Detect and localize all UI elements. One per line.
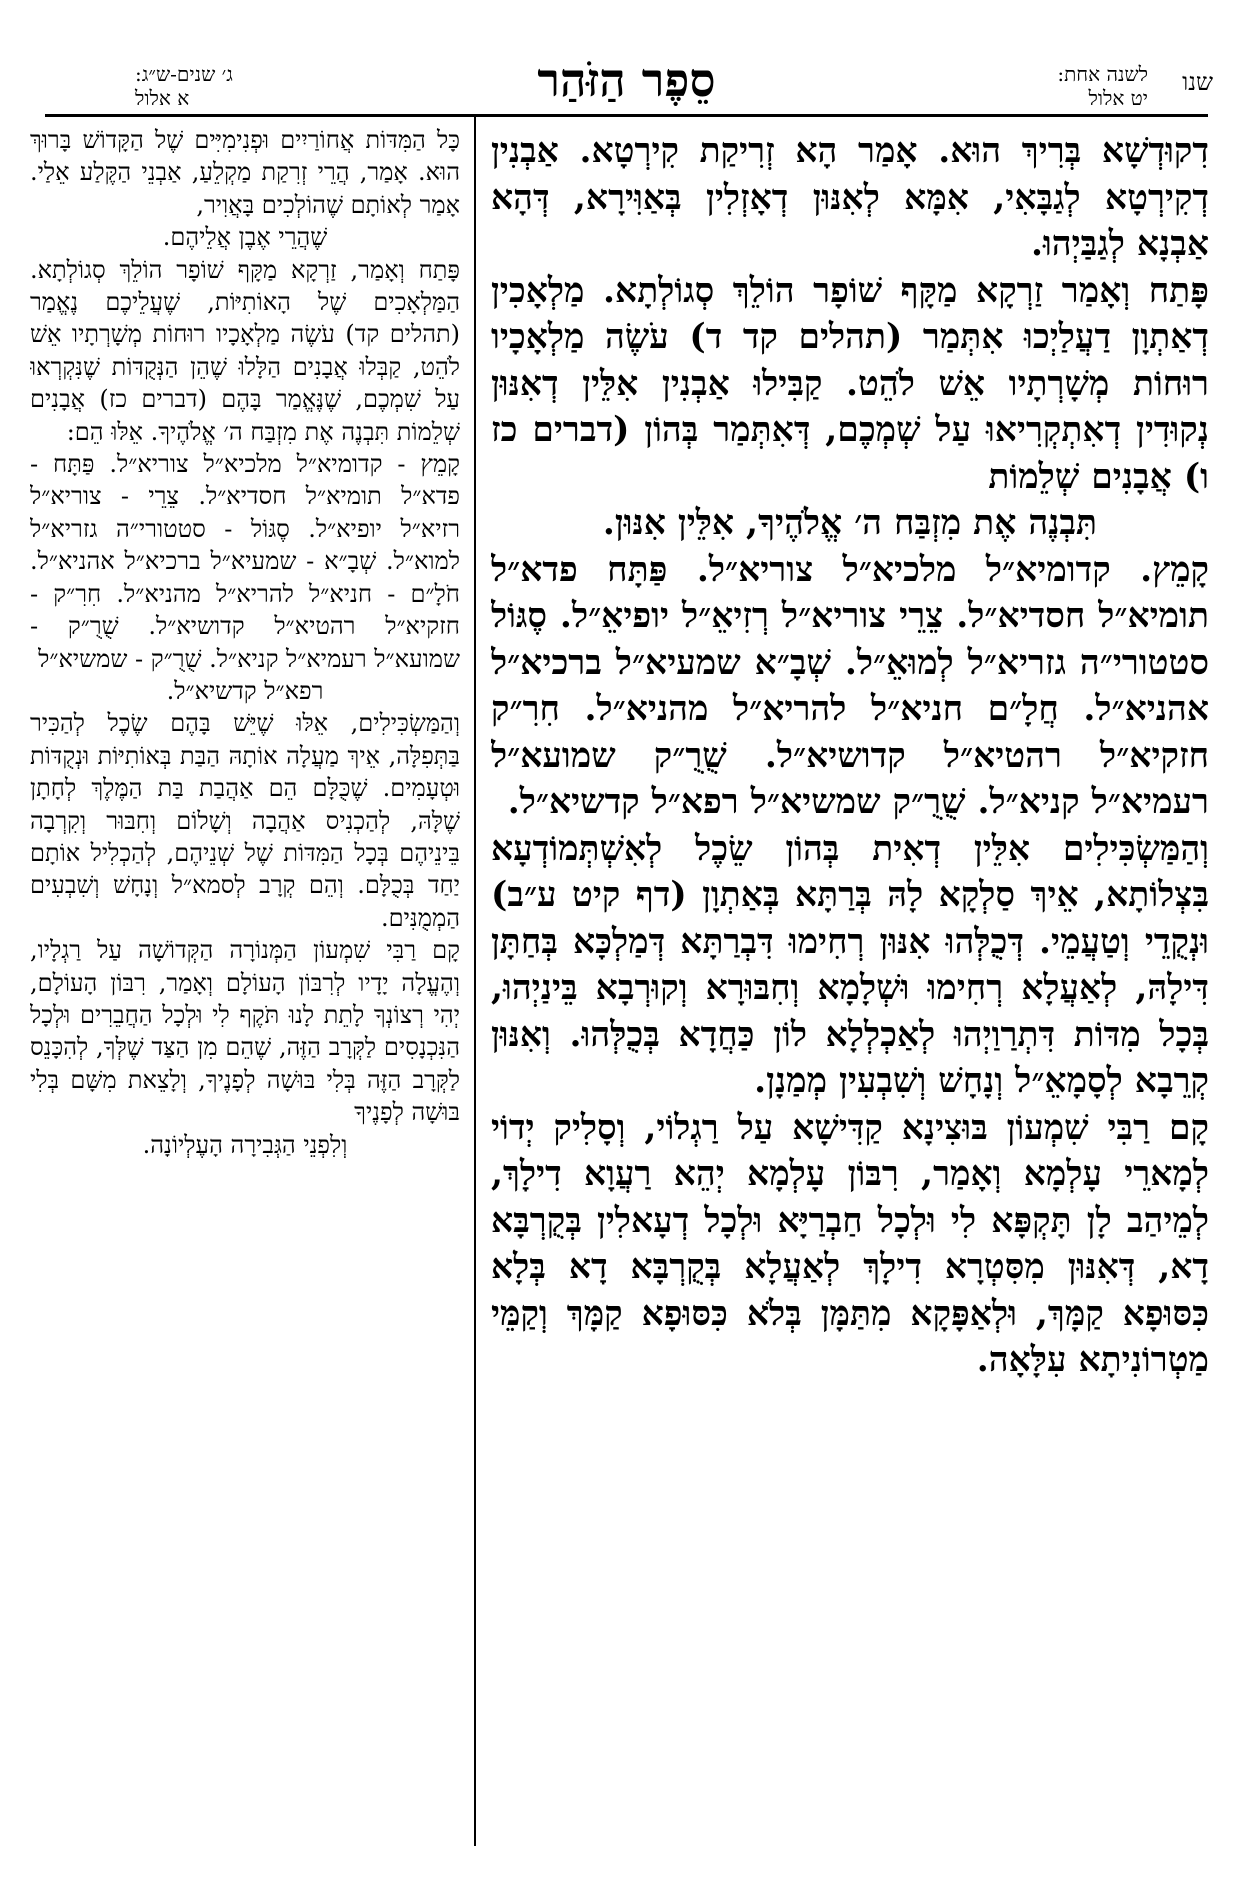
header-schedule-label: ג׳ שנים-ש״ג: [135, 62, 233, 86]
header-schedule-three-years [135, 62, 233, 110]
header-schedule-date: א אלול [135, 86, 190, 110]
header-schedule-date: יט אלול [1088, 86, 1148, 110]
main-paragraph: קָמֵץ. קדומיא״ל מלכיא״ל צוריא״ל. פַּתָּח פדא״ל תומיא״ל חסדיא״ל. צֵרֵי צוריא״ל רְזִיאֵ״ל יופיאֵ״ל. סֶגּוֹל סטטורי״ה גזריא״ל לְמוּאֵ״ל. שְׁבָ״א שמעיא״ל ברכיא״ל אהניא״ל. חֲלָ״ם חניא״ל להריא״ל מהניא״ל. חִרִ״ק חזקיא״ל רהטיא״ל קדושיא״ל. שֻׁרֻ״ק שמועא״ל רעמיא״ל קניא״ל. שֻׁרֻ״ק שמשיא״ל רפא״ל קדשיא״ל. [491, 549, 1209, 822]
aramaic-text-column [491, 128, 1209, 1848]
side-paragraph: רפא״ל קדשיא״ל. [166, 676, 324, 705]
header-schedule-label: לשנה אחת: [1057, 62, 1148, 86]
main-paragraph: תִּבְנֶה אֶת מִזְבַּח ה׳ אֱלֹהֶיךָ, אִלֵּין אִנּוּן. [602, 503, 1098, 543]
main-paragraph: פָּתַח וְאָמַר זַרְקָא מַקָּף שׁוֹפָר הוֹלֵךְ סְגוֹלְתָא. מַלְאָכִין דְאַתְוָן דַעֲלַיְכוּ אִתְּמַר (תהלים קד ד) עֹשֶׂה מַלְאָכָיו רוּחוֹת מְשָׁרְתָיו אֵשׁ לֹהֵט. קַבִּילוּ אַבְנִין אִלֵּין דְאִנּוּן נְקוּדִין דְאִתְקְרִיאוּ עַל שְׁמְכֶם, דְּאִתְּמַר בְּהוֹן (דברים כז ו) אֲבָנִים שְׁלֵמוֹת [491, 270, 1209, 497]
column-divider [474, 116, 476, 1846]
main-paragraph: וְהַמַּשְׂכִּילִים אִלֵּין דְאִית בְּהוֹן שֵׂכֶל לְאִשְׁתְּמוֹדְעָא בִּצְלוֹתָא, אֵיךְ סַלְקָא לָהּ בְּרַתָּא בְּאַתְוָן (דף קיט ע״ב) וּנְקֻדֵי וְטַעֲמֵי. דְּכֻלְּהוּ אִנּוּן רְחִימוּ דִּבְרַתָּא דְּמַלְכָּא בְּחַתָּן דִּילָהּ, לְאַעֲלָא רְחִימוּ וּשְׁלָמָא וְחִבּוּרָא וְקוּרְבָא בֵּינַיְהוּ, בְּכָל מִדּוֹת דִּתְרַוַיְהוּ לְאַכְלְלָא לוֹן כַּחֲדָא בְּכֻלְּהוּ. וְאִנּוּן קְרֵבָא לְסָמָאֵ״ל וְנָחָשׁ וְשִׁבְעִין מְמַנָן. [491, 828, 1209, 1101]
main-paragraph: קָם רַבִּי שִׁמְעוֹן בּוּצִינָא קַדִּישָׁא עַל רַגְלוֹי, וְסָלִיק יְדוֹי לְמָארֵי עָלְמָא וְאָמַר, רִבּוֹן עָלְמָא יְהֵא רַעֲוָא דִילָךְ, לְמֵיהַב לָן תָּקְפָּא לִי וּלְכָל חַבְרַיָּא וּלְכָל דְעָאלִין בְּקֻרְבָּא דָא, דְּאִנּוּן מִסִּטְרָא דִילָךְ לְאַעֲלָא בְּקֻרְבָּא דָא בְּלָא כִּסּוּפָא קַמָּךְ, וּלְאַפָּקָא מִתַּמָּן בְּלֹא כִּסּוּפָא קַמָּךְ וְקַמֵּי מַטְרוֹנִיתָא עִלָּאָה. [491, 1107, 1209, 1380]
side-paragraph: וְלִפְנֵי הַגְּבִירָה הָעֶלְיוֹנָה. [142, 1130, 348, 1159]
side-paragraph: שֶׁהֲרֵי אֶבֶן אֲלֵיהֶם. [162, 223, 328, 252]
side-paragraph: פָּתַח וְאָמַר, זַרְקָא מַקָּף שׁוֹפָר הוֹלֵךְ סְגוֹלְתָא. הַמַּלְאָכִים שֶׁל הָאוֹתִיּוֹת, שֶׁעֲלֵיכֶם נֶאֱמַר (תהלים קד) עֹשֶׂה מַלְאָכָיו רוּחוֹת מְשָׁרְתָיו אֵשׁ לֹהֵט, קַבְּלוּ אֲבָנִים הַלָּלוּ שֶׁהֵן הַנְּקֻדּוֹת שֶׁנִּקְרְאוּ עַל שִׁמְכֶם, שֶׁנֶּאֱמַר בָּהֶם (דברים כז) אֲבָנִים שְׁלֵמוֹת תִּבְנֶה אֶת מִזְבַּח ה׳ אֱלֹהֶיךָ. אֵלּוּ הֵם: [30, 255, 460, 446]
main-paragraph: דִקוּדְשָׁא בְּרִיךְ הוּא. אָמַר הָא זְרִיקַת קִירְטָא. אַבְנִין דְקִירְטָא לְגַבָּאִי, אִמָּא לְאִנּוּן דְאָזְלִין בְּאַוִּירָא, דְּהָא אַבְנָא לְגַבַּיְהוּ. [491, 131, 1209, 264]
header-shanu: שנו [1182, 68, 1213, 96]
side-paragraph: וְהַמַּשְׂכִּילִים, אֵלּוּ שֶׁיֵּשׁ בָּהֶם שֶׂכֶל לְהַכִּיר בַּתְּפִלָּה, אֵיךְ מַעֲלָה אוֹתָהּ הַבַּת בְּאוֹתִיּוֹת וּנְקֻדּוֹת וּטְעָמִים. שֶׁכֻּלָּם הֵם אַהֲבַת בַּת הַמֶּלֶךְ לְחָתָן שֶׁלָּהּ, לְהַכְנִיס אַהֲבָה וְשָׁלוֹם וְחִבּוּר וְקִרְבָה בֵּינֵיהֶם בְּכָל הַמִּדּוֹת שֶׁל שְׁנֵיהֶם, לְהַכְלִיל אוֹתָם יַחַד בְּכֻלָּם. וְהֵם קְרָב לְסמא״ל וְנָחָשׁ וְשִׁבְעִים הַמְמֻנִּים. [30, 709, 460, 932]
side-paragraph: כָּל הַמִּדּוֹת אֲחוֹרַיִים וּפְנִימִיִּים שֶׁל הַקָּדוֹשׁ בָּרוּךְ הוּא. אָמַר, הֲרֵי זְרִקַת מַקְלֵעַ, אַבְנֵי הַקֶּלַע אֵלַי. אָמַר לְאוֹתָם שֶׁהוֹלְכִים בָּאֲוִיר, [30, 126, 460, 219]
hebrew-translation-column [30, 124, 460, 1864]
header-rule [45, 114, 1208, 117]
page-title: סֵפֶר הַזֹּהַר [537, 53, 716, 107]
side-paragraph: קָם רַבִּי שִׁמְעוֹן הַמְּנוֹרָה הַקְּדוֹשָׁה עַל רַגְלָיו, וְהֶעֱלָה יָדָיו לְרִבּוֹן הָעוֹלָם וְאָמַר, רִבּוֹן הָעוֹלָם, יְהִי רְצוֹנְךָ לָתֵת לָנוּ תֹּקֶף לִי וּלְכָל הַחֲבֵרִים וּלְכָל הַנִּכְנָסִים לַקְּרָב הַזֶּה, שֶׁהֵם מִן הַצַּד שֶׁלְּךָ, לְהִכָּנֵס לַקְּרָב הַזֶּה בְּלִי בּוּשָׁה לְפָנֶיךָ, וְלָצֵאת מִשָּׁם בְּלִי בּוּשָׁה לְפָנֶיךָ [30, 936, 460, 1127]
side-paragraph: קָמֵץ - קדומיא״ל מלכיא״ל צוריא״ל. פַּתָּח - פדא״ל תומיא״ל חסדיא״ל. צֵרֵי - צוריא״ל רזיא״ל יופיא״ל. סֶגּוֹל - סטטורי״ה גזריא״ל למוא״ל. שְׁבָ״א - שמעיא״ל ברכיא״ל אהניא״ל. חֹלָ״ם - חניא״ל להריא״ל מהניא״ל. חִרִ״ק - חזקיא״ל רהטיא״ל קדושיא״ל. שֻׁרֻ״ק - שמועא״ל רעמיא״ל קניא״ל. שֻׁרֻ״ק - שמשיא״ל [30, 450, 460, 673]
